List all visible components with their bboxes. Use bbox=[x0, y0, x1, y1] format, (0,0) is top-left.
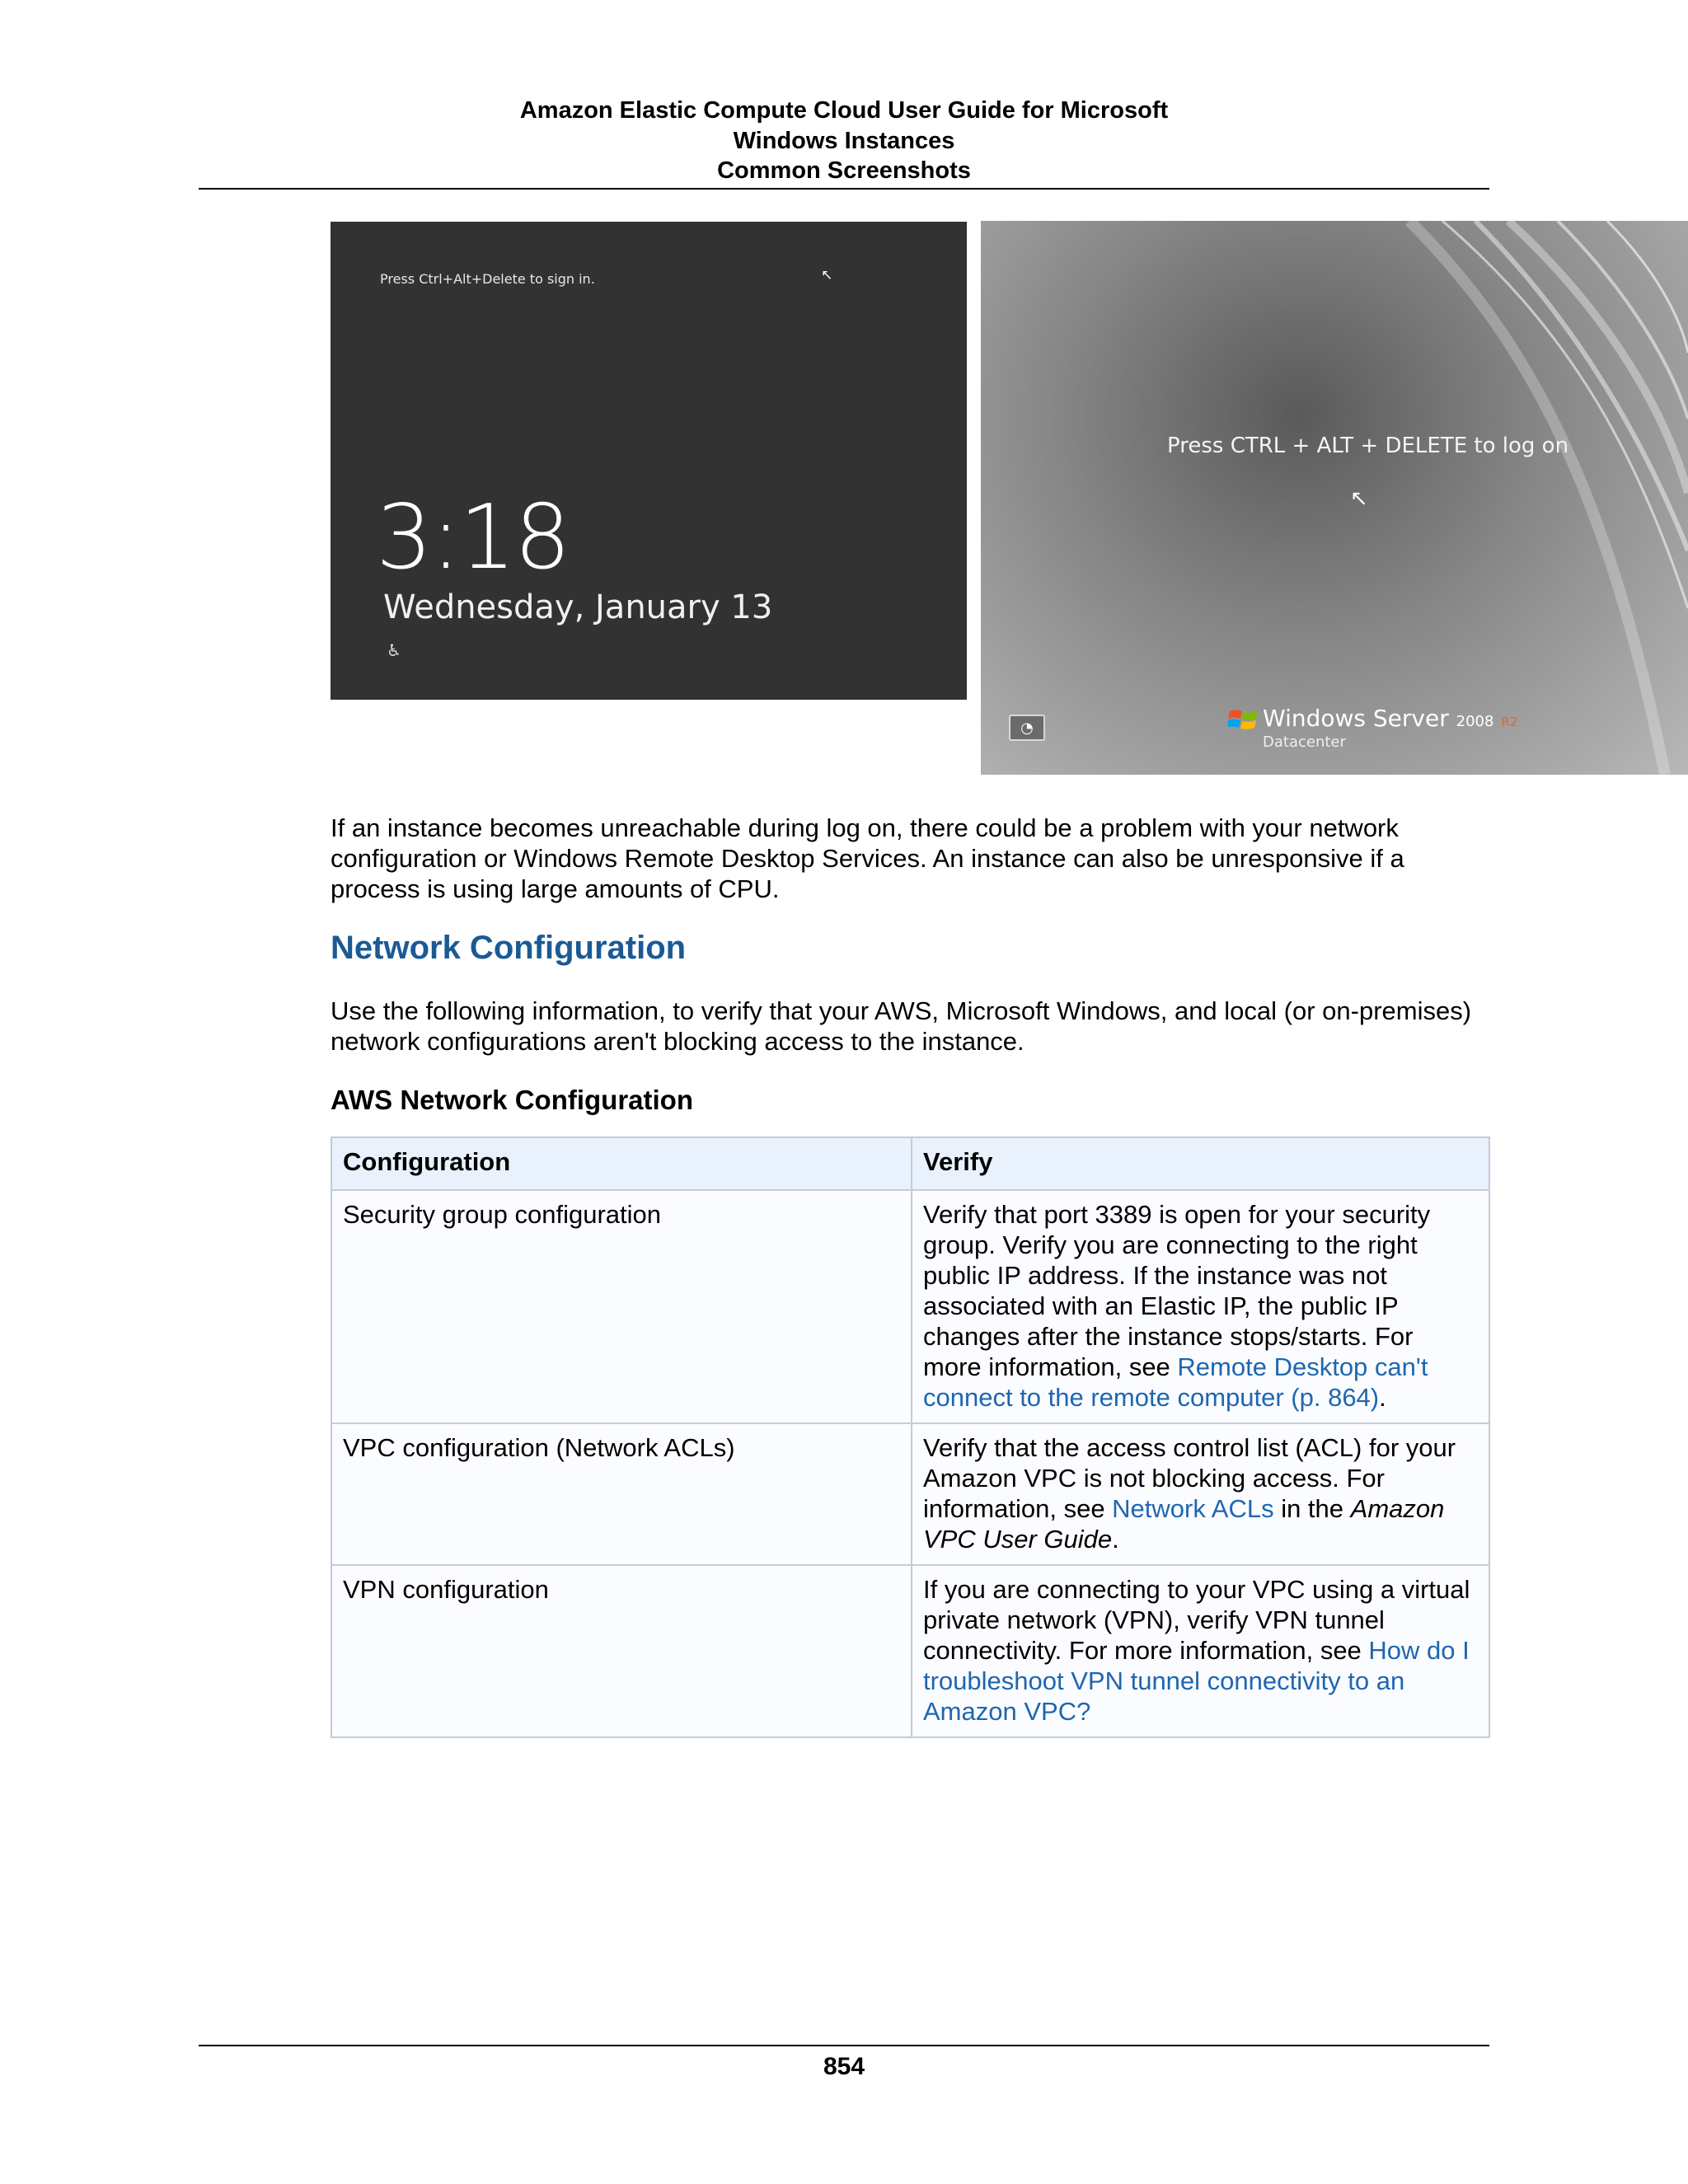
mouse-cursor-icon: ↖ bbox=[1350, 486, 1368, 511]
aws-network-configuration-table bbox=[331, 1137, 1490, 1738]
logon-message: Press CTRL + ALT + DELETE to log on bbox=[1167, 434, 1569, 458]
windows-flag-icon bbox=[1228, 706, 1259, 733]
lock-screen-date: Wednesday, January 13 bbox=[383, 588, 773, 626]
verify-text: Verify that port 3389 is open for your security group. Verify you are connecting to the right public IP address. If the instance was not associated with an Elastic IP, the public IP changes after the instance stops/starts. For more information, see bbox=[923, 1200, 1431, 1381]
windows-2012-lock-screen-screenshot bbox=[331, 222, 967, 700]
windows-2008-logon-screenshot bbox=[981, 221, 1688, 775]
table-row bbox=[331, 1565, 1489, 1737]
ease-of-access-icon: ♿ bbox=[387, 640, 401, 660]
mouse-cursor-icon: ↖ bbox=[821, 267, 833, 284]
section-paragraph: Use the following information, to verify that your AWS, Microsoft Windows, and local (or on-premises) network configurations aren't blocking access to the instance. bbox=[331, 996, 1472, 1056]
subsection-title: AWS Network Configuration bbox=[331, 1085, 693, 1115]
table-row bbox=[331, 1423, 1489, 1565]
product-edition: Datacenter bbox=[1263, 733, 1346, 751]
table-header-row bbox=[331, 1137, 1489, 1190]
product-year: 2008 bbox=[1456, 713, 1494, 730]
header-rule bbox=[199, 188, 1489, 190]
remote-desktop-troubleshoot-link[interactable]: Remote Desktop can't connect to the remote computer (p. 864) bbox=[923, 1352, 1428, 1412]
verify-cell bbox=[912, 1423, 1489, 1565]
vpn-troubleshoot-link[interactable]: How do I troubleshoot VPN tunnel connectivity to an Amazon VPC? bbox=[923, 1636, 1470, 1726]
header-line-1: Amazon Elastic Compute Cloud User Guide for Microsoft bbox=[519, 97, 1169, 124]
lock-screen-hint: Press Ctrl+Alt+Delete to sign in. bbox=[380, 271, 595, 287]
section-title: Network Configuration bbox=[331, 930, 687, 966]
verify-cell bbox=[912, 1565, 1489, 1737]
verify-text: If you are connecting to your VPC using a virtual private network (VPN), verify VPN tunnel connectivity. For more information, see bbox=[923, 1575, 1470, 1665]
header-line-2: Windows Instances bbox=[733, 127, 955, 154]
guide-title: Amazon VPC User Guide bbox=[923, 1494, 1445, 1554]
product-release: R2 bbox=[1501, 715, 1518, 729]
config-cell: VPN configuration bbox=[331, 1565, 912, 1737]
verify-text-mid: in the bbox=[1273, 1494, 1351, 1523]
config-cell: Security group configuration bbox=[331, 1190, 912, 1423]
page-header bbox=[0, 96, 1688, 186]
network-acls-link[interactable]: Network ACLs bbox=[1112, 1494, 1274, 1523]
config-cell: VPC configuration (Network ACLs) bbox=[331, 1423, 912, 1565]
intro-paragraph: If an instance becomes unreachable during log on, there could be a problem with your network configuration or Windows Remote Desktop Services. An instance can also be unresponsive if a process is using large amounts of CPU. bbox=[331, 813, 1404, 903]
verify-text-end: . bbox=[1379, 1383, 1386, 1412]
column-header-verify: Verify bbox=[912, 1137, 1489, 1190]
header-line-3: Common Screenshots bbox=[717, 157, 971, 184]
verify-text: Verify that the access control list (ACL) for your Amazon VPC is not blocking access. For information, see bbox=[923, 1433, 1456, 1523]
ease-of-access-button-icon: ◔ bbox=[1009, 715, 1045, 741]
column-header-configuration: Configuration bbox=[331, 1137, 912, 1190]
footer-rule bbox=[199, 2045, 1489, 2046]
page-number: 854 bbox=[823, 2053, 865, 2080]
product-name: Windows Server bbox=[1263, 705, 1449, 732]
background-streaks bbox=[981, 221, 1688, 775]
product-title bbox=[1263, 705, 1517, 732]
verify-cell bbox=[912, 1190, 1489, 1423]
lock-screen-time: 3:18 bbox=[376, 486, 570, 589]
verify-text-end: . bbox=[1112, 1525, 1119, 1554]
table-row bbox=[331, 1190, 1489, 1423]
